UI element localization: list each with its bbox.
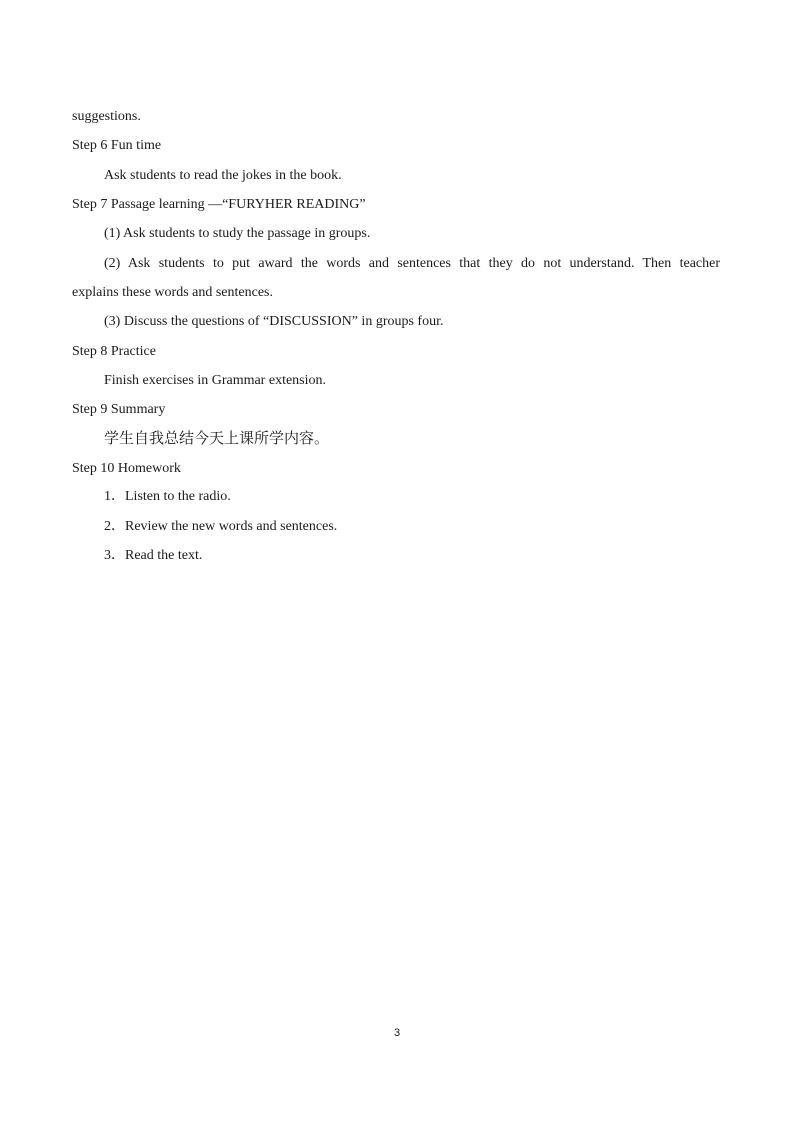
- step-6-text: Ask students to read the jokes in the book.: [104, 168, 342, 183]
- step-7-item-2-line-2: explains these words and sentences.: [72, 285, 273, 300]
- step-7-item-1: (1) Ask students to study the passage in groups.: [104, 226, 371, 241]
- step-9-heading: Step 9 Summary: [72, 402, 166, 417]
- step-8-heading: Step 8 Practice: [72, 344, 156, 359]
- step-9-text: 学生自我总结今天上课所学内容。: [104, 429, 330, 447]
- step-6-heading: Step 6 Fun time: [72, 138, 162, 153]
- step-10-item-2: 2．Review the new words and sentences.: [104, 519, 338, 534]
- step-8-text: Finish exercises in Grammar extension.: [104, 373, 327, 388]
- step-10-heading: Step 10 Homework: [72, 461, 181, 476]
- text-line-suggestions: suggestions.: [72, 109, 141, 124]
- step-10-item-1: 1．Listen to the radio.: [104, 489, 231, 504]
- page-number: 3: [393, 1027, 401, 1039]
- step-7-item-3: (3) Discuss the questions of “DISCUSSION” in groups four.: [104, 314, 444, 329]
- step-7-item-2-line-1: (2) Ask students to put award the words and sentences that they do not understand. Then teacher: [104, 256, 720, 271]
- step-7-heading: Step 7 Passage learning —“FURYHER READING”: [72, 197, 366, 212]
- step-10-item-3: 3．Read the text.: [104, 548, 203, 563]
